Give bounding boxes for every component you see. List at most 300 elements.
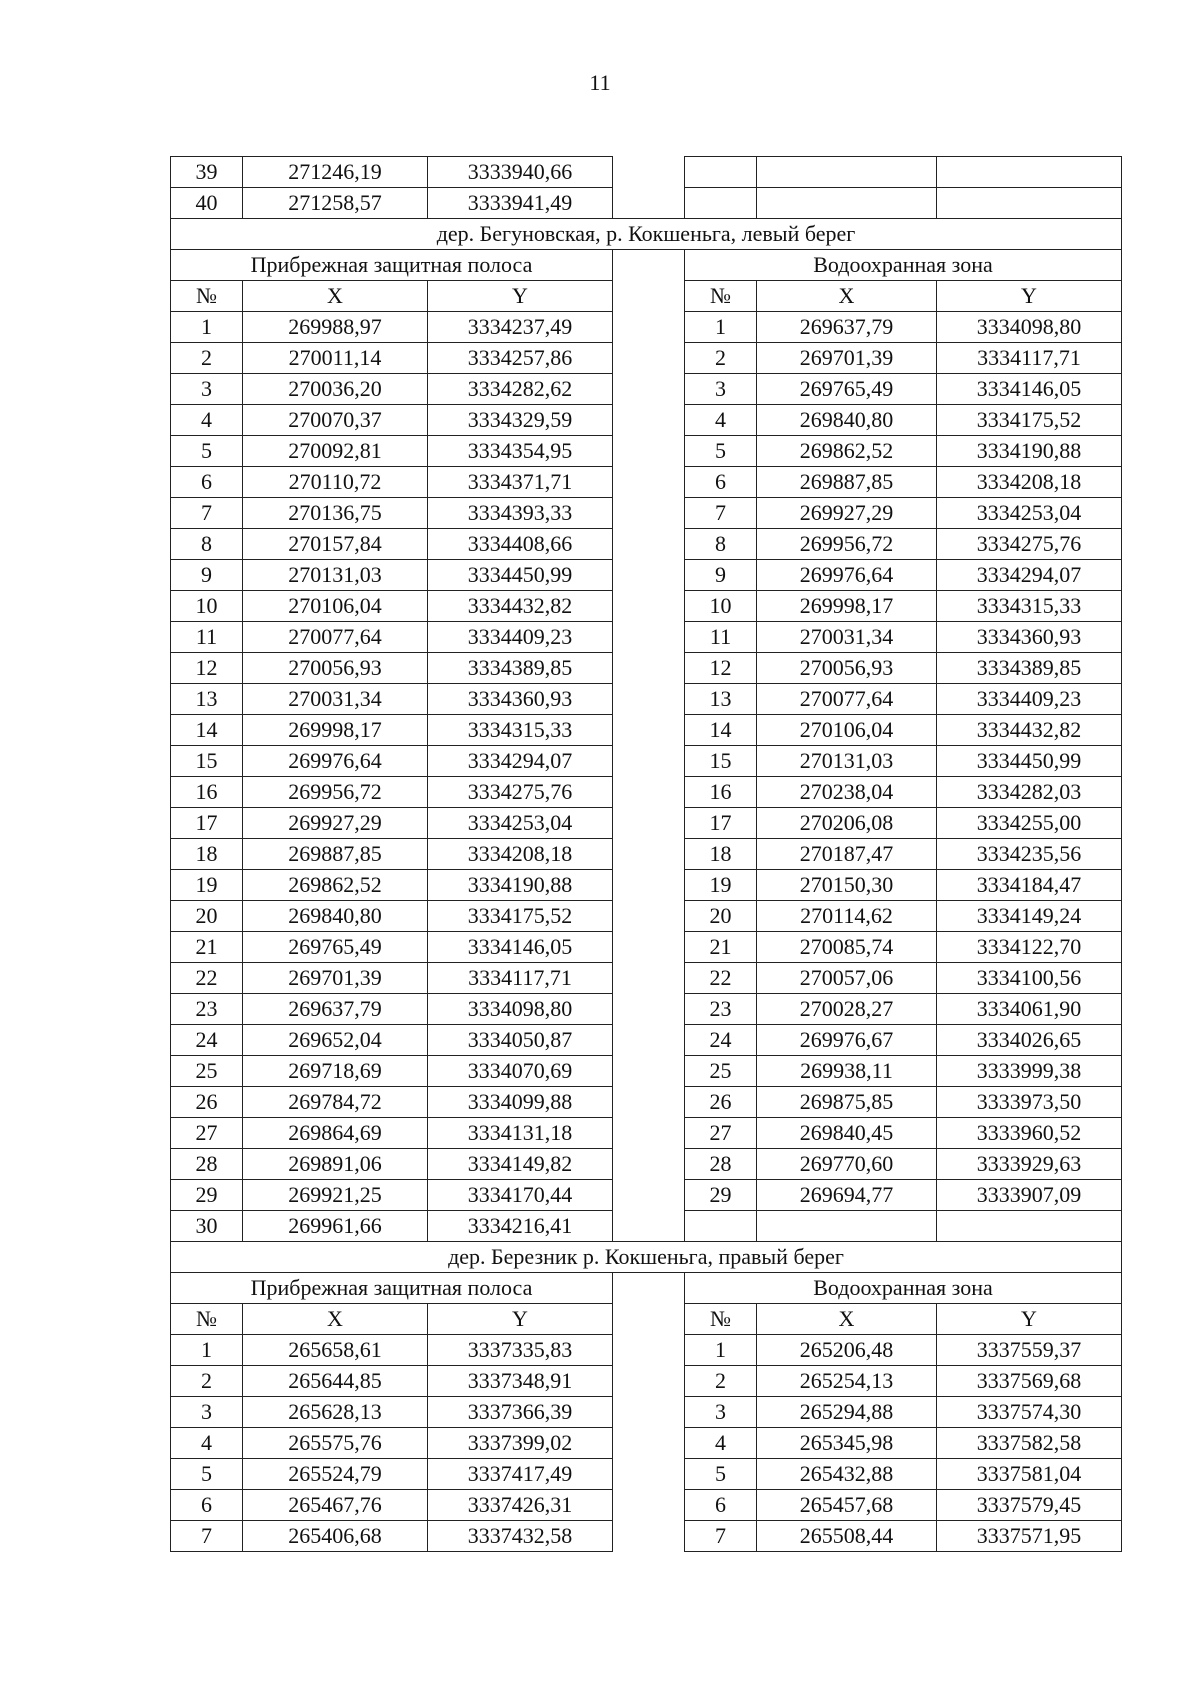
left-x-coordinate: 269887,85: [243, 839, 428, 870]
left-y-coordinate: 3334117,71: [428, 963, 613, 994]
left-point-number: 40: [171, 188, 243, 219]
right-y-coordinate: 3334146,05: [937, 374, 1122, 405]
table-row: [171, 1459, 1122, 1490]
coordinates-table-body: [171, 157, 1122, 1552]
right-y-coordinate: 3334208,18: [937, 467, 1122, 498]
right-y-coordinate: 3337579,45: [937, 1490, 1122, 1521]
right-point-number: 2: [685, 1366, 757, 1397]
column-gap: [613, 622, 685, 653]
right-point-number: 17: [685, 808, 757, 839]
right-y-coordinate: 3337582,58: [937, 1428, 1122, 1459]
right-x-coordinate: 269765,49: [757, 374, 937, 405]
column-gap: [613, 560, 685, 591]
left-y-coordinate: 3334149,82: [428, 1149, 613, 1180]
right-x-coordinate: 270057,06: [757, 963, 937, 994]
left-point-number: 6: [171, 467, 243, 498]
table-row: [171, 312, 1122, 343]
column-gap: [613, 436, 685, 467]
coordinates-table: [170, 156, 1122, 1552]
column-gap: [613, 777, 685, 808]
right-empty-cell: [757, 1211, 937, 1242]
right-x-coordinate: 265457,68: [757, 1490, 937, 1521]
left-header-number: №: [171, 1304, 243, 1335]
right-y-coordinate: 3334149,24: [937, 901, 1122, 932]
table-row: [171, 591, 1122, 622]
left-x-coordinate: 269961,66: [243, 1211, 428, 1242]
left-y-coordinate: 3334354,95: [428, 436, 613, 467]
right-empty-cell: [937, 1211, 1122, 1242]
left-x-coordinate: 269956,72: [243, 777, 428, 808]
left-point-number: 29: [171, 1180, 243, 1211]
table-row: [171, 1366, 1122, 1397]
left-x-coordinate: 269864,69: [243, 1118, 428, 1149]
right-y-coordinate: 3334175,52: [937, 405, 1122, 436]
right-y-coordinate: 3334190,88: [937, 436, 1122, 467]
left-point-number: 7: [171, 1521, 243, 1552]
left-point-number: 2: [171, 1366, 243, 1397]
left-y-coordinate: 3334208,18: [428, 839, 613, 870]
column-header-row: [171, 281, 1122, 312]
table-row: [171, 343, 1122, 374]
right-point-number: 27: [685, 1118, 757, 1149]
right-y-coordinate: 3334409,23: [937, 684, 1122, 715]
right-x-coordinate: 270106,04: [757, 715, 937, 746]
left-header-y: Y: [428, 1304, 613, 1335]
column-gap: [613, 343, 685, 374]
left-x-coordinate: 270077,64: [243, 622, 428, 653]
right-point-number: 4: [685, 405, 757, 436]
left-point-number: 39: [171, 157, 243, 188]
table-row: [171, 1335, 1122, 1366]
right-point-number: 21: [685, 932, 757, 963]
left-x-coordinate: 269718,69: [243, 1056, 428, 1087]
left-y-coordinate: 3334098,80: [428, 994, 613, 1025]
left-point-number: 21: [171, 932, 243, 963]
table-row: [171, 1428, 1122, 1459]
right-y-coordinate: 3334026,65: [937, 1025, 1122, 1056]
right-y-coordinate: 3333960,52: [937, 1118, 1122, 1149]
left-y-coordinate: 3334099,88: [428, 1087, 613, 1118]
column-gap: [613, 870, 685, 901]
left-y-coordinate: 3337348,91: [428, 1366, 613, 1397]
column-gap: [613, 1180, 685, 1211]
left-point-number: 22: [171, 963, 243, 994]
subheading-row: [171, 250, 1122, 281]
column-gap: [613, 498, 685, 529]
right-empty-cell: [937, 188, 1122, 219]
table-row: [171, 1521, 1122, 1552]
column-gap: [613, 1273, 685, 1304]
table-row: [171, 622, 1122, 653]
right-x-coordinate: 270238,04: [757, 777, 937, 808]
right-y-coordinate: 3334122,70: [937, 932, 1122, 963]
left-x-coordinate: 270110,72: [243, 467, 428, 498]
left-x-coordinate: 270157,84: [243, 529, 428, 560]
right-x-coordinate: 265206,48: [757, 1335, 937, 1366]
right-point-number: 7: [685, 1521, 757, 1552]
right-y-coordinate: 3334450,99: [937, 746, 1122, 777]
left-y-coordinate: 3334393,33: [428, 498, 613, 529]
column-gap: [613, 715, 685, 746]
right-header-x: X: [757, 281, 937, 312]
right-y-coordinate: 3337571,95: [937, 1521, 1122, 1552]
right-point-number: 1: [685, 1335, 757, 1366]
table-row: [171, 188, 1122, 219]
column-gap: [613, 529, 685, 560]
left-y-coordinate: 3334257,86: [428, 343, 613, 374]
right-point-number: 9: [685, 560, 757, 591]
right-x-coordinate: 269927,29: [757, 498, 937, 529]
right-y-coordinate: 3334061,90: [937, 994, 1122, 1025]
table-row: [171, 1118, 1122, 1149]
right-y-coordinate: 3334098,80: [937, 312, 1122, 343]
right-empty-cell: [757, 157, 937, 188]
right-y-coordinate: 3337574,30: [937, 1397, 1122, 1428]
left-x-coordinate: 269927,29: [243, 808, 428, 839]
right-x-coordinate: 270114,62: [757, 901, 937, 932]
left-y-coordinate: 3334253,04: [428, 808, 613, 839]
right-header-x: X: [757, 1304, 937, 1335]
left-x-coordinate: 269652,04: [243, 1025, 428, 1056]
left-x-coordinate: 269784,72: [243, 1087, 428, 1118]
table-row: [171, 529, 1122, 560]
column-gap: [613, 1335, 685, 1366]
table-row: [171, 405, 1122, 436]
left-y-coordinate: 3334237,49: [428, 312, 613, 343]
left-x-coordinate: 269891,06: [243, 1149, 428, 1180]
left-y-coordinate: 3334389,85: [428, 653, 613, 684]
left-x-coordinate: 270031,34: [243, 684, 428, 715]
column-header-row: [171, 1304, 1122, 1335]
right-x-coordinate: 269637,79: [757, 312, 937, 343]
page-number: 11: [589, 70, 611, 95]
left-x-coordinate: 269921,25: [243, 1180, 428, 1211]
right-point-number: 13: [685, 684, 757, 715]
right-point-number: 29: [685, 1180, 757, 1211]
right-x-coordinate: 269938,11: [757, 1056, 937, 1087]
water-protection-zone-heading: Водоохранная зона: [685, 250, 1122, 281]
right-x-coordinate: 269875,85: [757, 1087, 937, 1118]
right-point-number: 7: [685, 498, 757, 529]
right-y-coordinate: 3337569,68: [937, 1366, 1122, 1397]
left-point-number: 13: [171, 684, 243, 715]
left-header-x: X: [243, 281, 428, 312]
right-point-number: 11: [685, 622, 757, 653]
table-row: [171, 498, 1122, 529]
right-x-coordinate: 269887,85: [757, 467, 937, 498]
table-row: [171, 870, 1122, 901]
left-point-number: 12: [171, 653, 243, 684]
right-point-number: 5: [685, 436, 757, 467]
column-gap: [613, 1490, 685, 1521]
right-x-coordinate: 265508,44: [757, 1521, 937, 1552]
right-x-coordinate: 265254,13: [757, 1366, 937, 1397]
left-x-coordinate: 271258,57: [243, 188, 428, 219]
column-gap: [613, 405, 685, 436]
column-gap: [613, 1149, 685, 1180]
right-point-number: 25: [685, 1056, 757, 1087]
right-point-number: 19: [685, 870, 757, 901]
right-point-number: 6: [685, 1490, 757, 1521]
subheading-row: [171, 1273, 1122, 1304]
table-row: [171, 1025, 1122, 1056]
right-y-coordinate: 3334360,93: [937, 622, 1122, 653]
right-x-coordinate: 270028,27: [757, 994, 937, 1025]
left-y-coordinate: 3334146,05: [428, 932, 613, 963]
left-point-number: 20: [171, 901, 243, 932]
left-y-coordinate: 3334432,82: [428, 591, 613, 622]
right-y-coordinate: 3334184,47: [937, 870, 1122, 901]
left-point-number: 1: [171, 312, 243, 343]
column-gap: [613, 1459, 685, 1490]
right-y-coordinate: 3333999,38: [937, 1056, 1122, 1087]
right-empty-cell: [685, 157, 757, 188]
left-point-number: 8: [171, 529, 243, 560]
right-y-coordinate: 3334100,56: [937, 963, 1122, 994]
right-point-number: 12: [685, 653, 757, 684]
table-row: [171, 839, 1122, 870]
right-x-coordinate: 269956,72: [757, 529, 937, 560]
left-y-coordinate: 3337335,83: [428, 1335, 613, 1366]
right-x-coordinate: 269770,60: [757, 1149, 937, 1180]
left-x-coordinate: 269988,97: [243, 312, 428, 343]
table-row: [171, 374, 1122, 405]
left-header-y: Y: [428, 281, 613, 312]
table-row: [171, 684, 1122, 715]
right-empty-cell: [685, 188, 757, 219]
column-gap: [613, 839, 685, 870]
column-gap: [613, 963, 685, 994]
left-y-coordinate: 3334050,87: [428, 1025, 613, 1056]
table-row: [171, 777, 1122, 808]
table-row: [171, 1211, 1122, 1242]
left-point-number: 3: [171, 374, 243, 405]
right-x-coordinate: 270206,08: [757, 808, 937, 839]
left-y-coordinate: 3337417,49: [428, 1459, 613, 1490]
right-y-coordinate: 3334275,76: [937, 529, 1122, 560]
column-gap: [613, 157, 685, 188]
table-row: [171, 746, 1122, 777]
left-y-coordinate: 3334275,76: [428, 777, 613, 808]
column-gap: [613, 591, 685, 622]
right-header-y: Y: [937, 281, 1122, 312]
left-x-coordinate: 265658,61: [243, 1335, 428, 1366]
table-row: [171, 560, 1122, 591]
table-row: [171, 467, 1122, 498]
left-y-coordinate: 3334315,33: [428, 715, 613, 746]
left-point-number: 5: [171, 1459, 243, 1490]
left-point-number: 11: [171, 622, 243, 653]
left-point-number: 4: [171, 1428, 243, 1459]
right-point-number: 23: [685, 994, 757, 1025]
right-point-number: 2: [685, 343, 757, 374]
right-y-coordinate: 3334315,33: [937, 591, 1122, 622]
left-header-number: №: [171, 281, 243, 312]
left-y-coordinate: 3334408,66: [428, 529, 613, 560]
left-point-number: 1: [171, 1335, 243, 1366]
left-y-coordinate: 3333940,66: [428, 157, 613, 188]
right-point-number: 28: [685, 1149, 757, 1180]
left-x-coordinate: 265524,79: [243, 1459, 428, 1490]
left-x-coordinate: 269765,49: [243, 932, 428, 963]
column-gap: [613, 1211, 685, 1242]
table-row: [171, 653, 1122, 684]
left-y-coordinate: 3334409,23: [428, 622, 613, 653]
left-y-coordinate: 3337426,31: [428, 1490, 613, 1521]
left-x-coordinate: 265575,76: [243, 1428, 428, 1459]
right-y-coordinate: 3334282,03: [937, 777, 1122, 808]
left-y-coordinate: 3334170,44: [428, 1180, 613, 1211]
right-x-coordinate: 269840,80: [757, 405, 937, 436]
left-point-number: 10: [171, 591, 243, 622]
column-gap: [613, 1397, 685, 1428]
column-gap: [613, 467, 685, 498]
column-gap: [613, 994, 685, 1025]
right-point-number: 14: [685, 715, 757, 746]
left-point-number: 24: [171, 1025, 243, 1056]
left-y-coordinate: 3334175,52: [428, 901, 613, 932]
left-point-number: 18: [171, 839, 243, 870]
coastal-strip-heading: Прибрежная защитная полоса: [171, 250, 613, 281]
left-x-coordinate: 265467,76: [243, 1490, 428, 1521]
table-row: [171, 994, 1122, 1025]
right-empty-cell: [937, 157, 1122, 188]
right-point-number: 24: [685, 1025, 757, 1056]
right-point-number: 6: [685, 467, 757, 498]
right-point-number: 16: [685, 777, 757, 808]
left-y-coordinate: 3337399,02: [428, 1428, 613, 1459]
right-header-number: №: [685, 281, 757, 312]
column-gap: [613, 653, 685, 684]
left-x-coordinate: 270011,14: [243, 343, 428, 374]
right-point-number: 5: [685, 1459, 757, 1490]
column-gap: [613, 1118, 685, 1149]
right-y-coordinate: 3333907,09: [937, 1180, 1122, 1211]
right-y-coordinate: 3334389,85: [937, 653, 1122, 684]
table-row: [171, 1087, 1122, 1118]
right-y-coordinate: 3337581,04: [937, 1459, 1122, 1490]
right-y-coordinate: 3334235,56: [937, 839, 1122, 870]
left-point-number: 19: [171, 870, 243, 901]
left-point-number: 25: [171, 1056, 243, 1087]
left-y-coordinate: 3334070,69: [428, 1056, 613, 1087]
column-gap: [613, 901, 685, 932]
right-x-coordinate: 269998,17: [757, 591, 937, 622]
right-x-coordinate: 269976,67: [757, 1025, 937, 1056]
left-x-coordinate: 270092,81: [243, 436, 428, 467]
right-x-coordinate: 269694,77: [757, 1180, 937, 1211]
column-gap: [613, 684, 685, 715]
left-x-coordinate: 269862,52: [243, 870, 428, 901]
column-gap: [613, 250, 685, 281]
right-point-number: 3: [685, 1397, 757, 1428]
column-gap: [613, 1056, 685, 1087]
right-x-coordinate: 270056,93: [757, 653, 937, 684]
table-row: [171, 963, 1122, 994]
right-point-number: 4: [685, 1428, 757, 1459]
right-y-coordinate: 3333929,63: [937, 1149, 1122, 1180]
right-point-number: 1: [685, 312, 757, 343]
left-point-number: 26: [171, 1087, 243, 1118]
left-header-x: X: [243, 1304, 428, 1335]
right-empty-cell: [685, 1211, 757, 1242]
left-point-number: 27: [171, 1118, 243, 1149]
left-point-number: 23: [171, 994, 243, 1025]
left-point-number: 6: [171, 1490, 243, 1521]
table-row: [171, 436, 1122, 467]
left-x-coordinate: 265628,13: [243, 1397, 428, 1428]
right-x-coordinate: 269840,45: [757, 1118, 937, 1149]
table-row: [171, 808, 1122, 839]
section-title: дер. Березник р. Кокшеньга, правый берег: [171, 1242, 1122, 1273]
right-x-coordinate: 269976,64: [757, 560, 937, 591]
right-x-coordinate: 270150,30: [757, 870, 937, 901]
left-x-coordinate: 269976,64: [243, 746, 428, 777]
column-gap: [613, 808, 685, 839]
left-y-coordinate: 3334294,07: [428, 746, 613, 777]
left-y-coordinate: 3334190,88: [428, 870, 613, 901]
right-y-coordinate: 3334255,00: [937, 808, 1122, 839]
section-title: дер. Бегуновская, р. Кокшеньга, левый берег: [171, 219, 1122, 250]
left-y-coordinate: 3334329,59: [428, 405, 613, 436]
section-title-row: [171, 219, 1122, 250]
column-gap: [613, 932, 685, 963]
left-y-coordinate: 3334131,18: [428, 1118, 613, 1149]
right-y-coordinate: 3334117,71: [937, 343, 1122, 374]
right-y-coordinate: 3334294,07: [937, 560, 1122, 591]
section-title-row: [171, 1242, 1122, 1273]
left-point-number: 4: [171, 405, 243, 436]
coastal-strip-heading: Прибрежная защитная полоса: [171, 1273, 613, 1304]
table-row: [171, 1056, 1122, 1087]
left-x-coordinate: 270056,93: [243, 653, 428, 684]
left-y-coordinate: 3337432,58: [428, 1521, 613, 1552]
left-x-coordinate: 269701,39: [243, 963, 428, 994]
left-point-number: 30: [171, 1211, 243, 1242]
right-y-coordinate: 3334432,82: [937, 715, 1122, 746]
left-x-coordinate: 270136,75: [243, 498, 428, 529]
left-point-number: 3: [171, 1397, 243, 1428]
table-row: [171, 157, 1122, 188]
left-x-coordinate: 270131,03: [243, 560, 428, 591]
left-x-coordinate: 269637,79: [243, 994, 428, 1025]
left-point-number: 17: [171, 808, 243, 839]
right-x-coordinate: 265432,88: [757, 1459, 937, 1490]
left-y-coordinate: 3337366,39: [428, 1397, 613, 1428]
left-point-number: 5: [171, 436, 243, 467]
left-y-coordinate: 3334282,62: [428, 374, 613, 405]
right-x-coordinate: 265294,88: [757, 1397, 937, 1428]
table-row: [171, 1490, 1122, 1521]
column-gap: [613, 374, 685, 405]
left-point-number: 28: [171, 1149, 243, 1180]
left-x-coordinate: 270036,20: [243, 374, 428, 405]
right-point-number: 20: [685, 901, 757, 932]
right-x-coordinate: 270077,64: [757, 684, 937, 715]
column-gap: [613, 281, 685, 312]
left-point-number: 9: [171, 560, 243, 591]
right-point-number: 10: [685, 591, 757, 622]
column-gap: [613, 1428, 685, 1459]
right-y-coordinate: 3334253,04: [937, 498, 1122, 529]
right-point-number: 8: [685, 529, 757, 560]
right-y-coordinate: 3333973,50: [937, 1087, 1122, 1118]
right-header-y: Y: [937, 1304, 1122, 1335]
column-gap: [613, 746, 685, 777]
left-x-coordinate: 271246,19: [243, 157, 428, 188]
table-row: [171, 1149, 1122, 1180]
table-row: [171, 901, 1122, 932]
